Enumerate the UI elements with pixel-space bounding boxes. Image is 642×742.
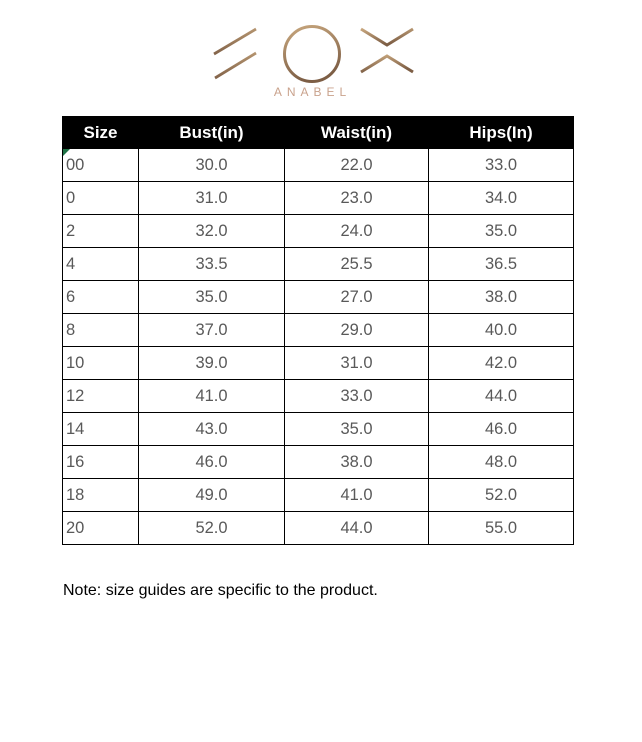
measurement-cell: 46.0 [139,446,285,479]
cell-error-marker-icon [63,149,70,156]
header-row [63,117,574,149]
measurement-cell: 34.0 [429,182,574,215]
measurement-cell: 46.0 [429,413,574,446]
size-chart-table [62,116,574,545]
measurement-cell: 44.0 [429,380,574,413]
table-row [63,314,574,347]
size-cell: 16 [63,446,139,479]
measurement-cell: 32.0 [139,215,285,248]
table-row [63,182,574,215]
measurement-cell: 31.0 [139,182,285,215]
measurement-cell: 29.0 [285,314,429,347]
measurement-cell: 52.0 [139,512,285,545]
table-row [63,281,574,314]
measurement-cell: 31.0 [285,347,429,380]
measurement-cell: 36.5 [429,248,574,281]
size-cell: 18 [63,479,139,512]
measurement-cell: 39.0 [139,347,285,380]
measurement-cell: 27.0 [285,281,429,314]
table-row [63,215,574,248]
table-row [63,248,574,281]
measurement-cell: 49.0 [139,479,285,512]
brand-subtitle: ANABEL [273,85,352,99]
size-chart-body [63,149,574,545]
size-cell: 0 [63,182,139,215]
measurement-cell: 41.0 [285,479,429,512]
measurement-cell: 40.0 [429,314,574,347]
measurement-cell: 38.0 [285,446,429,479]
column-header: Hips(In) [429,117,574,149]
measurement-cell: 35.0 [429,215,574,248]
size-cell: 14 [63,413,139,446]
size-cell: 2 [63,215,139,248]
table-row [63,446,574,479]
measurement-cell: 43.0 [139,413,285,446]
measurement-cell: 52.0 [429,479,574,512]
column-header: Size [63,117,139,149]
nox-brand-logo [195,20,430,88]
measurement-cell: 42.0 [429,347,574,380]
measurement-cell: 38.0 [429,281,574,314]
measurement-cell: 37.0 [139,314,285,347]
logo-letter-x-icon [361,29,413,72]
measurement-cell: 55.0 [429,512,574,545]
table-row [63,149,574,182]
measurement-cell: 22.0 [285,149,429,182]
logo-letter-n-icon [214,28,256,78]
size-chart-header [63,117,574,149]
table-row [63,479,574,512]
logo-letter-o-icon [285,27,340,82]
measurement-cell: 35.0 [285,413,429,446]
measurement-cell: 23.0 [285,182,429,215]
size-cell: 8 [63,314,139,347]
table-row [63,413,574,446]
measurement-cell: 33.0 [285,380,429,413]
column-header: Bust(in) [139,117,285,149]
table-row [63,347,574,380]
size-cell: 6 [63,281,139,314]
measurement-cell: 33.0 [429,149,574,182]
size-cell: 00 [63,149,139,182]
table-row [63,380,574,413]
measurement-cell: 48.0 [429,446,574,479]
table-row [63,512,574,545]
size-cell: 20 [63,512,139,545]
column-header: Waist(in) [285,117,429,149]
measurement-cell: 24.0 [285,215,429,248]
measurement-cell: 41.0 [139,380,285,413]
measurement-cell: 33.5 [139,248,285,281]
size-cell: 10 [63,347,139,380]
note-text: Note: size guides are specific to the product. [63,582,378,599]
measurement-cell: 25.5 [285,248,429,281]
measurement-cell: 30.0 [139,149,285,182]
size-cell: 12 [63,380,139,413]
measurement-cell: 44.0 [285,512,429,545]
size-cell: 4 [63,248,139,281]
measurement-cell: 35.0 [139,281,285,314]
